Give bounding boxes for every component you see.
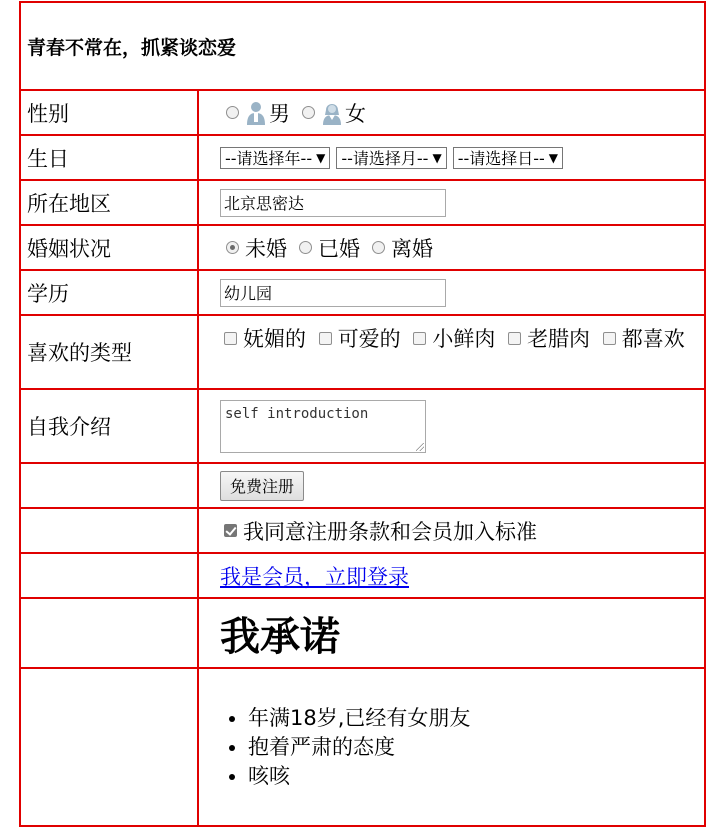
likes-label: 喜欢的类型 bbox=[21, 316, 199, 388]
register-cell bbox=[193, 464, 704, 507]
marital-single-radio[interactable] bbox=[226, 241, 239, 254]
chevron-down-icon: ▼ bbox=[548, 150, 559, 165]
birthday-label: 生日 bbox=[21, 136, 199, 179]
female-user-icon bbox=[321, 100, 343, 126]
birth-day-select[interactable] bbox=[453, 147, 563, 169]
registration-table bbox=[19, 1, 706, 827]
list-item: • 抱着严肃的态度 bbox=[248, 733, 704, 762]
chevron-down-icon: ▼ bbox=[316, 150, 326, 165]
intro-label: 自我介绍 bbox=[21, 390, 199, 462]
gender-female-radio[interactable] bbox=[302, 106, 315, 119]
like-option-label: 妩媚的 bbox=[243, 327, 306, 351]
gender-male-radio[interactable] bbox=[226, 106, 239, 119]
promise-list-row bbox=[21, 669, 704, 825]
like-option-label: 可爱的 bbox=[337, 327, 401, 351]
like-option-checkbox[interactable] bbox=[603, 332, 616, 345]
marital-label: 婚姻状况 bbox=[21, 226, 199, 269]
like-option-label: 小鲜肉 bbox=[432, 327, 496, 351]
birth-month-select[interactable] bbox=[336, 147, 446, 169]
intro-textarea[interactable] bbox=[220, 400, 426, 453]
birth-month-value: --请选择月-- bbox=[341, 149, 429, 168]
login-row bbox=[21, 554, 704, 599]
male-user-icon bbox=[245, 100, 267, 126]
birth-year-value: --请选择年-- bbox=[225, 149, 313, 168]
empty-label bbox=[21, 669, 199, 825]
region-row bbox=[21, 181, 704, 226]
marital-row bbox=[21, 226, 704, 271]
marital-married-label: 已婚 bbox=[318, 236, 360, 261]
gender-male-label: 男 bbox=[269, 101, 290, 126]
title-row bbox=[21, 3, 704, 91]
like-option-label: 老腊肉 bbox=[527, 327, 591, 351]
education-input[interactable]: 幼儿园 bbox=[220, 279, 446, 307]
likes-options bbox=[193, 316, 704, 388]
promise-row bbox=[21, 599, 704, 669]
form-title: 青春不常在，抓紧谈恋爱 bbox=[27, 36, 237, 59]
birth-year-select[interactable] bbox=[220, 147, 330, 169]
register-row bbox=[21, 464, 704, 509]
list-item: • 年满18岁,已经有女朋友 bbox=[248, 704, 704, 733]
agree-checkbox[interactable] bbox=[224, 524, 237, 537]
gender-female-label: 女 bbox=[345, 101, 366, 126]
agree-label: 我同意注册条款和会员加入标准 bbox=[243, 519, 537, 544]
birthday-selects bbox=[193, 136, 704, 179]
marital-married-radio[interactable] bbox=[299, 241, 312, 254]
intro-cell bbox=[193, 390, 704, 462]
intro-row bbox=[21, 390, 704, 464]
like-option-checkbox[interactable] bbox=[413, 332, 426, 345]
empty-label bbox=[21, 509, 199, 552]
gender-row bbox=[21, 91, 704, 136]
chevron-down-icon: ▼ bbox=[432, 150, 442, 165]
like-option-checkbox[interactable] bbox=[224, 332, 237, 345]
register-button[interactable]: 免费注册 bbox=[220, 471, 304, 501]
like-option-checkbox[interactable] bbox=[319, 332, 332, 345]
marital-options bbox=[193, 226, 704, 269]
login-link[interactable]: 我是会员，立即登录 bbox=[220, 564, 409, 589]
education-row bbox=[21, 271, 704, 316]
promise-cell bbox=[193, 599, 704, 667]
likes-row bbox=[21, 316, 704, 390]
region-cell bbox=[193, 181, 704, 224]
empty-label bbox=[21, 464, 199, 507]
like-option-checkbox[interactable] bbox=[508, 332, 521, 345]
region-label: 所在地区 bbox=[21, 181, 199, 224]
promise-list-cell bbox=[193, 669, 704, 825]
birth-day-value: --请选择日-- bbox=[457, 149, 545, 168]
gender-label: 性别 bbox=[21, 91, 199, 134]
marital-divorced-label: 离婚 bbox=[391, 236, 433, 261]
agree-row bbox=[21, 509, 704, 554]
intro-placeholder: self introduction bbox=[225, 405, 369, 422]
marital-single-label: 未婚 bbox=[245, 236, 287, 261]
empty-label bbox=[21, 554, 199, 597]
agree-cell bbox=[193, 509, 704, 552]
list-item: • 咳咳 bbox=[248, 762, 704, 791]
login-cell bbox=[193, 554, 704, 597]
like-option-label: 都喜欢 bbox=[621, 327, 685, 351]
gender-options bbox=[193, 91, 704, 134]
empty-label bbox=[21, 599, 199, 667]
birthday-row bbox=[21, 136, 704, 181]
education-cell bbox=[193, 271, 704, 314]
resize-handle-icon[interactable] bbox=[416, 443, 424, 451]
region-input[interactable]: 北京思密达 bbox=[220, 189, 446, 217]
education-label: 学历 bbox=[21, 271, 199, 314]
promise-heading: 我承诺 bbox=[220, 613, 340, 660]
promise-list bbox=[193, 704, 704, 791]
marital-divorced-radio[interactable] bbox=[372, 241, 385, 254]
